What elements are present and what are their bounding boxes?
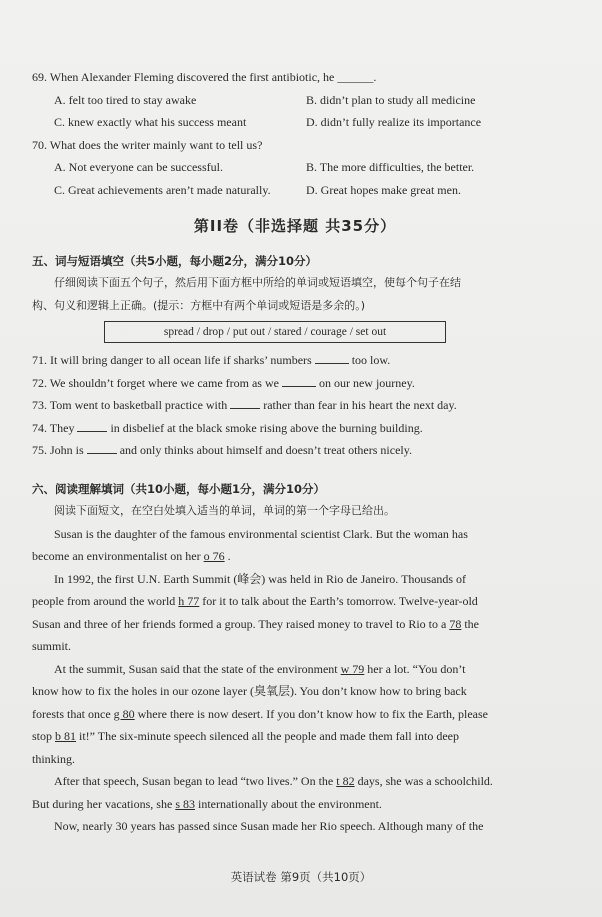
question-73: 73. Tom went to basketball practice with rather than fear in his heart the next day. — [32, 398, 457, 412]
cloze-blank-80: g 80 — [113, 706, 135, 721]
option-70-a: A. Not everyone can be successful. — [54, 160, 223, 174]
question-72: 72. We shouldn’t forget where we came from as we on our new journey. — [32, 375, 415, 390]
passage-paragraph-3-line-4: stop b 81 it!” The six-minute speech silenced all the people and made them fall into deep — [32, 729, 459, 743]
word-bank-box: spread / drop / put out / stared / courage / set out — [104, 321, 446, 343]
passage-paragraph-4-line-1: After that speech, Susan began to lead “two lives.” On the t 82 days, she was a schoolchild. — [54, 774, 493, 788]
cloze-blank-81: b 81 — [55, 729, 77, 743]
cloze-blank-83: s 83 — [175, 796, 195, 811]
section-5-heading: 五、词与短语填空（共5小题，每小题2分，满分10分） — [32, 253, 318, 268]
cloze-blank-79: w 79 — [340, 661, 365, 676]
page-footer: 英语试卷 第9页（共10页） — [230, 870, 372, 884]
passage-paragraph-2-line-2: people from around the world h 77 for it to talk about the Earth’s tomorrow. Twelve-year-old — [32, 594, 478, 608]
cloze-blank-78: 78 — [449, 616, 462, 631]
question-70-stem: 70. What does the writer mainly want to tell us? — [32, 137, 263, 152]
option-69-d: D. didn’t fully realize its importance — [306, 115, 482, 129]
passage-paragraph-1-line-2: become an environmentalist on her o 76 . — [32, 549, 231, 563]
part-2-title: 第II卷（非选择题 共35分） — [193, 217, 397, 235]
section-6-heading: 六、阅读理解填词（共10小题，每小题1分，满分10分） — [32, 481, 326, 496]
passage-paragraph-5-line-1: Now, nearly 30 years has passed since Susan made her Rio speech. Although many of the — [54, 819, 484, 833]
question-71: 71. It will bring danger to all ocean life if sharks’ numbers too low. — [32, 353, 391, 367]
question-74: 74. They in disbelief at the black smoke rising above the burning building. — [32, 420, 423, 435]
passage-paragraph-3-line-3: forests that once g 80 where there is now desert. If you don’t know how to fix the Earth, please — [32, 706, 488, 721]
section-5-instruction-line-2: 构、句义和逻辑上正确。(提示：方框中有两个单词或短语是多余的。) — [32, 298, 366, 312]
answer-blank-74 — [77, 419, 107, 432]
cloze-blank-76: o 76 — [203, 549, 225, 563]
passage-paragraph-2-line-3: Susan and three of her friends formed a group. They raised money to travel to Rio to a 78 the — [32, 616, 479, 631]
option-70-b: B. The more difficulties, the better. — [306, 160, 475, 174]
passage-paragraph-3-line-2: know how to fix the holes in our ozone layer (臭氧层). You don’t know how to bring back — [32, 684, 467, 698]
question-69-stem: 69. When Alexander Fleming discovered the first antibiotic, he ______. — [32, 70, 377, 84]
answer-blank-72 — [282, 374, 316, 387]
question-69-options-row-1 — [32, 89, 558, 112]
option-69-c: C. knew exactly what his success meant — [54, 115, 247, 129]
option-70-d: D. Great hopes make great men. — [306, 182, 461, 197]
passage-paragraph-2-line-1: In 1992, the first U.N. Earth Summit (峰会) was held in Rio de Janeiro. Thousands of — [54, 571, 467, 586]
option-69-b: B. didn’t plan to study all medicine — [306, 92, 476, 107]
cloze-blank-77: h 77 — [178, 594, 200, 608]
passage-paragraph-3-line-5: thinking. — [32, 751, 76, 766]
option-69-a: A. felt too tired to stay awake — [54, 92, 197, 107]
option-70-c: C. Great achievements aren’t made naturally. — [54, 182, 271, 197]
question-70-options-row-2 — [32, 179, 558, 202]
passage-paragraph-4-line-2: But during her vacations, she s 83 internationally about the environment. — [32, 796, 382, 811]
passage-paragraph-3-line-1: At the summit, Susan said that the state of the environment w 79 her a lot. “You don’t — [54, 661, 466, 676]
question-69-options-row-2 — [32, 111, 558, 134]
passage-paragraph-1-line-1: Susan is the daughter of the famous environmental scientist Clark. But the woman has — [54, 526, 468, 541]
section-5-instruction-line-1: 仔细阅读下面五个句子，然后用下面方框中所给的单词或短语填空，使每个句子在结 — [54, 276, 461, 289]
answer-blank-75 — [87, 441, 117, 454]
passage-paragraph-2-line-4: summit. — [32, 639, 72, 653]
answer-blank-71 — [315, 351, 349, 364]
cloze-blank-82: t 82 — [336, 774, 355, 788]
answer-blank-73 — [230, 396, 260, 409]
question-75: 75. John is and only thinks about himself and doesn’t treat others nicely. — [32, 443, 412, 457]
question-70-options-row-1 — [32, 156, 558, 179]
section-6-instruction: 阅读下面短文，在空白处填入适当的单词，单词的第一个字母已给出。 — [54, 504, 395, 517]
